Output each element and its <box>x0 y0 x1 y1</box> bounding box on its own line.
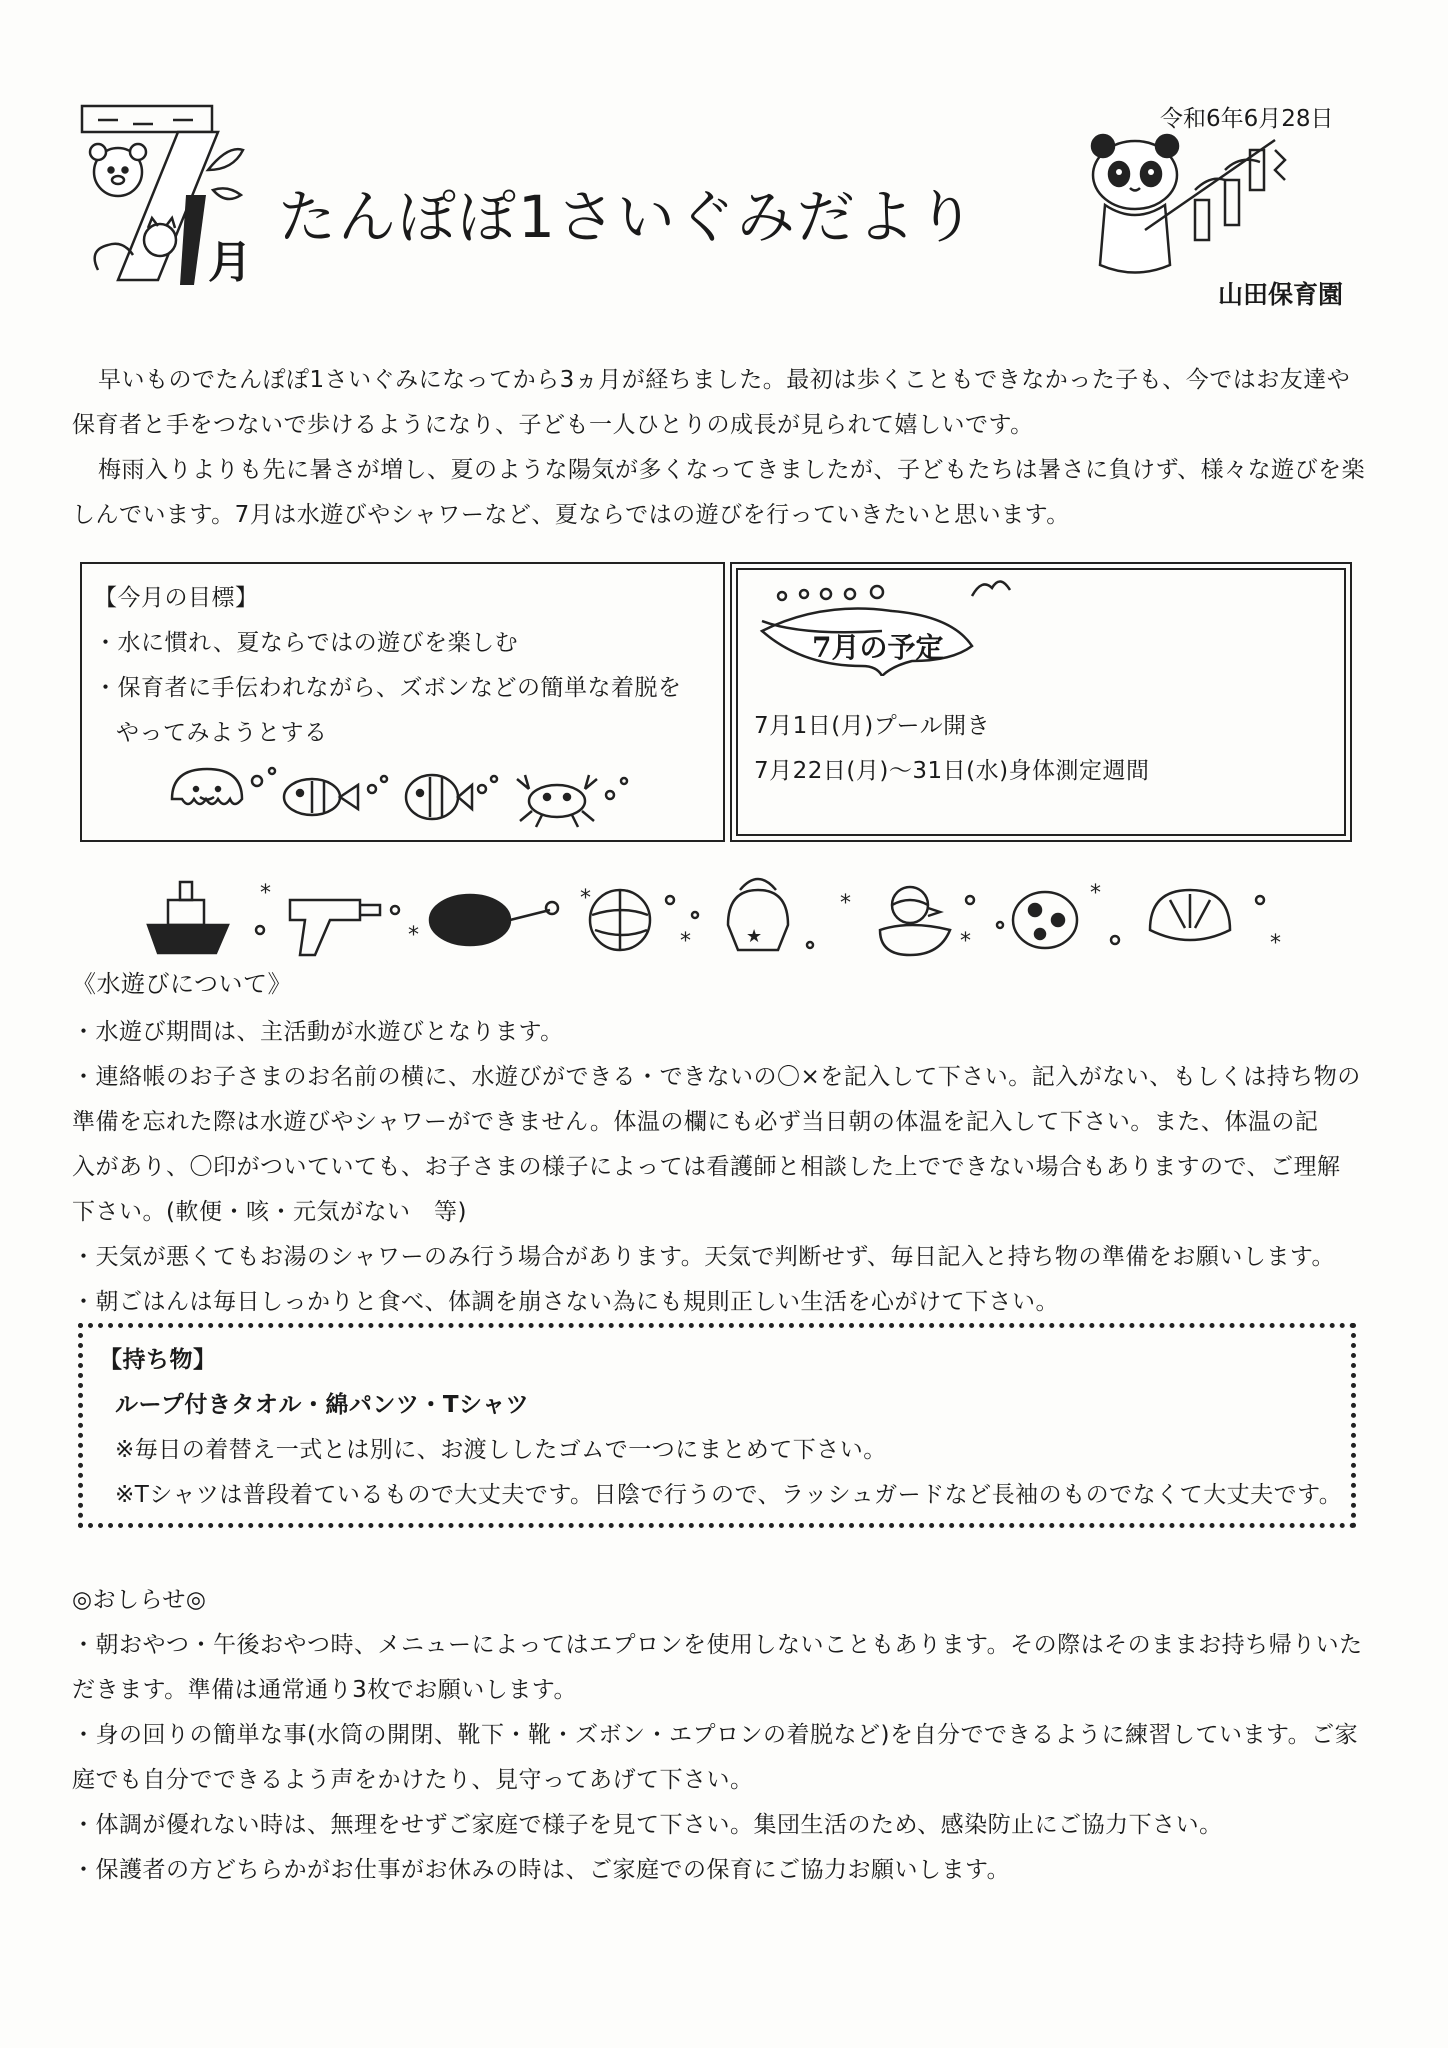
goals-heading: 【今月の目標】 <box>94 585 259 611</box>
water-play-heading: 《水遊びについて》 <box>72 970 293 998</box>
newsletter-title: たんぽぽ1さいぐみだより <box>278 183 977 251</box>
notice-line-5: ・体調が優れない時は、無理をせずご家庭で様子を見て下さい。集団生活のため、感染防止にご協力下さい。 <box>72 1812 1223 1838</box>
monthly-goals-box <box>80 562 725 842</box>
notices-heading: ◎おしらせ◎ <box>72 1587 207 1613</box>
svg-text:*: * <box>408 923 419 948</box>
notice-line-2: だきます。準備は通常通り3枚でお願いします。 <box>72 1677 577 1703</box>
notice-line-4: 庭でも自分でできるよう声をかけたり、見守ってあげて下さい。 <box>72 1767 754 1793</box>
schedule-item-1: 7月1日(月)プール開き <box>754 713 991 739</box>
nursery-name: 山田保育園 <box>1218 280 1344 309</box>
goal-item-1: ・水に慣れ、夏ならではの遊びを楽しむ <box>94 630 519 656</box>
svg-text:*: * <box>580 886 591 911</box>
intro-line-4: しんでいます。7月は水遊びやシャワーなど、夏ならではの遊びを行っていきたいと思います。 <box>72 502 1070 528</box>
belongings-note-1: ※毎日の着替え一式とは別に、お渡ししたゴムで一つにまとめて下さい。 <box>115 1437 887 1463</box>
belongings-items: ループ付きタオル・綿パンツ・Tシャツ <box>115 1392 530 1418</box>
water-line-1: ・水遊び期間は、主活動が水遊びとなります。 <box>72 1019 564 1045</box>
water-line-3: 準備を忘れた際は水遊びやシャワーができません。体温の欄にも必ず当日朝の体温を記入して下さい。また、体温の記 <box>72 1109 1319 1135</box>
belongings-box <box>78 1323 1356 1528</box>
intro-line-2: 保育者と手をつないで歩けるようになり、子ども一人ひとりの成長が見られて嬉しいです。 <box>72 412 1034 438</box>
notice-line-1: ・朝おやつ・午後おやつ時、メニューによってはエプロンを使用しないこともあります。その際はそのままお持ち帰りいた <box>72 1632 1363 1658</box>
svg-text:*: * <box>680 929 691 954</box>
belongings-heading: 【持ち物】 <box>99 1347 217 1373</box>
schedule-item-2: 7月22日(月)～31日(水)身体測定週間 <box>754 758 1150 784</box>
intro-line-1: 早いものでたんぽぽ1さいぐみになってから3ヵ月が経ちました。最初は歩くこともできなかった子も、今ではお友達や <box>98 367 1351 393</box>
svg-text:*: * <box>960 929 971 954</box>
sea-creatures-icon <box>162 759 682 829</box>
svg-text:*: * <box>260 881 271 906</box>
seven-numeral-shadow <box>180 195 210 285</box>
belongings-note-2: ※Tシャツは普段着ているもので大丈夫です。日陰で行うので、ラッシュガードなど長袖のものでなくて大丈夫です。 <box>115 1482 1343 1508</box>
issue-date: 令和6年6月28日 <box>1160 106 1334 132</box>
goal-item-2: ・保育者に手伝われながら、ズボンなどの簡単な着脱を <box>94 675 682 701</box>
water-line-7: ・朝ごはんは毎日しっかりと食べ、体調を崩さない為にも規則正しい生活を心がけて下さい。 <box>72 1289 1059 1315</box>
svg-text:★: ★ <box>746 926 763 947</box>
schedule-banner-label: 7月の予定 <box>812 631 944 664</box>
water-line-4: 入があり、〇印がついていても、お子さまの様子によっては看護師と相談した上でできない場合もありますので、ご理解 <box>72 1154 1341 1180</box>
water-line-6: ・天気が悪くてもお湯のシャワーのみ行う場合があります。天気で判断せず、毎日記入と持ち物の準備をお願いします。 <box>72 1244 1336 1270</box>
svg-text:*: * <box>1270 931 1281 956</box>
svg-text:*: * <box>840 891 851 916</box>
month-label: 月 <box>208 237 252 288</box>
notice-line-6: ・保護者の方どちらかがお仕事がお休みの時は、ご家庭での保育にご協力お願いします。 <box>72 1857 1011 1883</box>
svg-text:*: * <box>1090 881 1101 906</box>
water-line-5: 下さい。(軟便・咳・元気がない 等) <box>72 1199 467 1225</box>
panda-tanabata-illustration <box>1075 130 1305 280</box>
schedule-box <box>730 562 1352 842</box>
intro-line-3: 梅雨入りよりも先に暑さが増し、夏のような陽気が多くなってきましたが、子どもたちは暑さに負けず、様々な遊びを楽 <box>98 457 1366 483</box>
water-line-2: ・連絡帳のお子さまのお名前の横に、水遊びができる・できないの〇×を記入して下さい。記入がない、もしくは持ち物の <box>72 1064 1361 1090</box>
goal-item-2-cont: やってみようとする <box>116 720 328 746</box>
water-toys-decoration <box>140 870 1320 965</box>
notice-line-3: ・身の回りの簡単な事(水筒の開閉、靴下・靴・ズボン・エプロンの着脱など)を自分でできるように練習しています。ご家 <box>72 1722 1359 1748</box>
